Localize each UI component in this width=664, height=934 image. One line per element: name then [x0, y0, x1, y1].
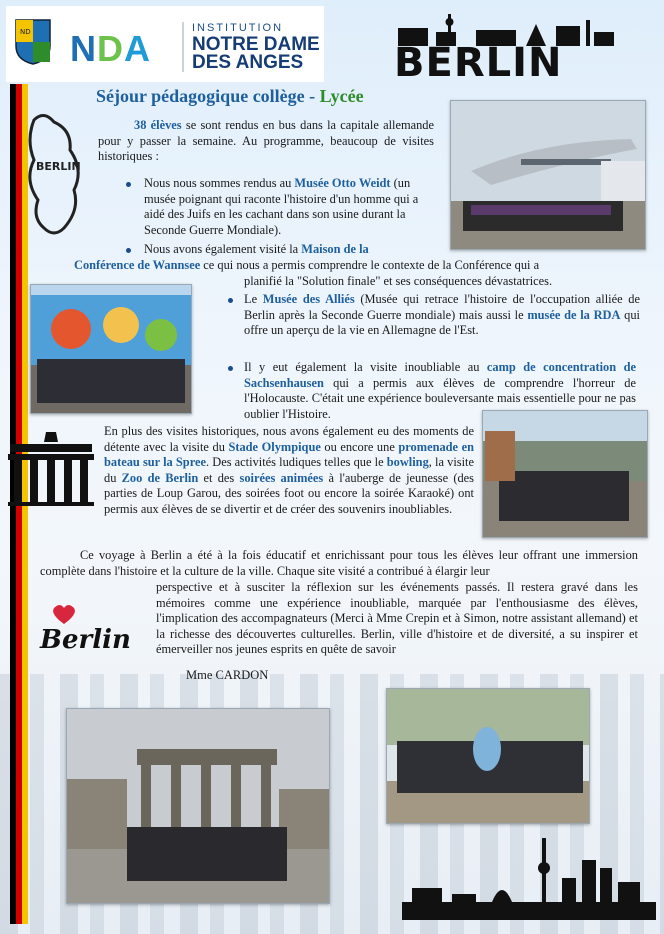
photo-spree-group — [482, 410, 648, 538]
musee-rda-link: musée de la RDA — [527, 307, 621, 322]
berlin-bear-icon — [14, 110, 92, 240]
wannsee-link-part1: Maison de la — [301, 242, 369, 256]
brandenburg-gate-icon — [6, 428, 96, 506]
photo-group-park — [386, 688, 590, 824]
leisure-text-6: à l'auberge de jeunesse (des parties de Loup Garou, des soirées foot ou encore la soirée Karaoké) ont permis aux élèves de se divertir et de créer des souvenirs inoubliables. — [104, 470, 474, 516]
bullet3-text-start: Le — [244, 292, 263, 306]
bullet-musee-allies — [244, 292, 640, 339]
bullet4-text-start: Il y eut également la visite inoubliable au — [244, 360, 487, 374]
bullet2-text-end: ce qui nous a permis comprendre le contexte de la Conférence qui a — [200, 258, 540, 272]
institution-name — [192, 36, 320, 72]
berlin-banner-title: BERLIN — [394, 40, 563, 86]
bullet-marker — [126, 248, 131, 253]
bullet-marker — [126, 182, 131, 187]
berlin-skyline-icon — [402, 838, 656, 920]
student-count: 38 élèves — [134, 118, 182, 132]
bullet1-text-end: (un musée poignant qui raconte l'histoire d'un homme qui a aidé des Juifs en les cachant dans son usine durant la Seconde Guerre Mondiale). — [144, 176, 419, 237]
stade-olympique-link: Stade Olympique — [228, 439, 321, 454]
svg-text:BERLIN: BERLIN — [36, 160, 81, 173]
conclusion-paragraph-2: perspective et à susciter la réflexion sur les événements passés. Il restera gravé dans les mémoires comme une expérience inoubliable, marquée par l'enthousiasme des élèves, l'implication des accompagnateurs (Merci à Mme Crepin et à Simon, notre assistant allemand) et la richesse des découvertes culturelles. Berlin, ville d'histoire et de diversité, a su inspirer et émerveiller nos jeunes esprits en quête de savoir — [156, 580, 638, 657]
institution-name-line2: DES ANGES — [192, 52, 304, 73]
photo-brandenburg-gate-group — [66, 708, 330, 904]
bullet-marker — [228, 298, 233, 303]
school-logo-header — [6, 6, 324, 82]
sachsenhausen-link: camp de concentration de Sachsenhausen — [244, 360, 636, 390]
institution-label: INSTITUTION — [192, 22, 284, 34]
leisure-paragraph-top — [104, 424, 474, 518]
page-headline — [96, 86, 364, 107]
bullet1-text-start: Nous nous sommes rendus au — [144, 176, 295, 190]
nda-logo: NDA — [70, 28, 151, 69]
musee-allies-link: Musée des Alliés — [262, 292, 355, 306]
bullet-marker — [228, 366, 233, 371]
conclusion-paragraph-1: Ce voyage à Berlin a été à la fois éducatif et enrichissant pour tous les élèves leur offrant une immersion complète dans l'histoire et la culture de la ville. Chaque site visité a contribué à élargir leur — [40, 548, 638, 578]
zoo-berlin-link: Zoo de Berlin — [121, 470, 199, 485]
bowling-link: bowling — [386, 455, 429, 470]
spree-boat-link: promenade en bateau sur la Spree — [104, 439, 475, 470]
intro-text: se sont rendus en bus dans la capitale allemande pour y passer la semaine. Au programme, beaucoup de visites historiques : — [98, 118, 434, 164]
otto-weidt-link: Musée Otto Weidt — [294, 176, 391, 190]
bullet-otto-weidt — [144, 176, 434, 238]
leisure-text-5: et des — [198, 470, 240, 485]
bullet2-text-start: Nous avons également visité la — [144, 242, 302, 256]
bullet-wannsee-line1 — [144, 242, 434, 258]
leisure-text-4: , la visite du — [104, 455, 474, 485]
school-shield-icon — [14, 18, 52, 66]
i-love-berlin-logo — [36, 602, 144, 664]
logo-divider — [182, 22, 184, 72]
soirees-animees-link: soirées animées — [239, 470, 324, 485]
leisure-text-3: . Des activités ludiques telles que le — [205, 455, 387, 470]
bullet3-text-end: qui offre un aperçu de la vie en Allemagne de l'Est. — [244, 307, 640, 338]
bullet-wannsee-line3: planifié la "Solution finale" et ses conséquences dévastatrices. — [244, 274, 553, 288]
institution-name-line1: NOTRE DAME — [192, 34, 320, 55]
svg-text:ND: ND — [20, 28, 31, 36]
leisure-text-1: En plus des visites historiques, nous avons également eu des moments de détente avec la visite du — [104, 424, 474, 454]
author-signature: Mme CARDON — [186, 668, 269, 682]
intro-paragraph — [98, 118, 434, 165]
headline-part1: Séjour pédagogique collège - — [96, 86, 320, 106]
photo-berlin-wall — [30, 284, 192, 414]
leisure-text-2: ou encore une — [320, 439, 399, 454]
headline-part2: Lycée — [319, 86, 364, 106]
photo-plane-museum — [450, 100, 646, 250]
bullet3-text-middle: (Musée qui retrace l'histoire de l'occupation alliée de Berlin après la Seconde Guerre mondiale) mais aussi le — [244, 292, 640, 322]
bullet-wannsee-line2 — [74, 258, 640, 274]
heart-logo-text: Berlin — [40, 625, 131, 655]
bullet4-text-end: qui a permis aux élèves de comprendre l'horreur de l'Holocauste. C'était une expérience bouleversante mais essentielle pour ne pas oublier l'Histoire. — [244, 375, 636, 421]
wannsee-link-part2: Conférence de Wannsee — [74, 258, 201, 272]
